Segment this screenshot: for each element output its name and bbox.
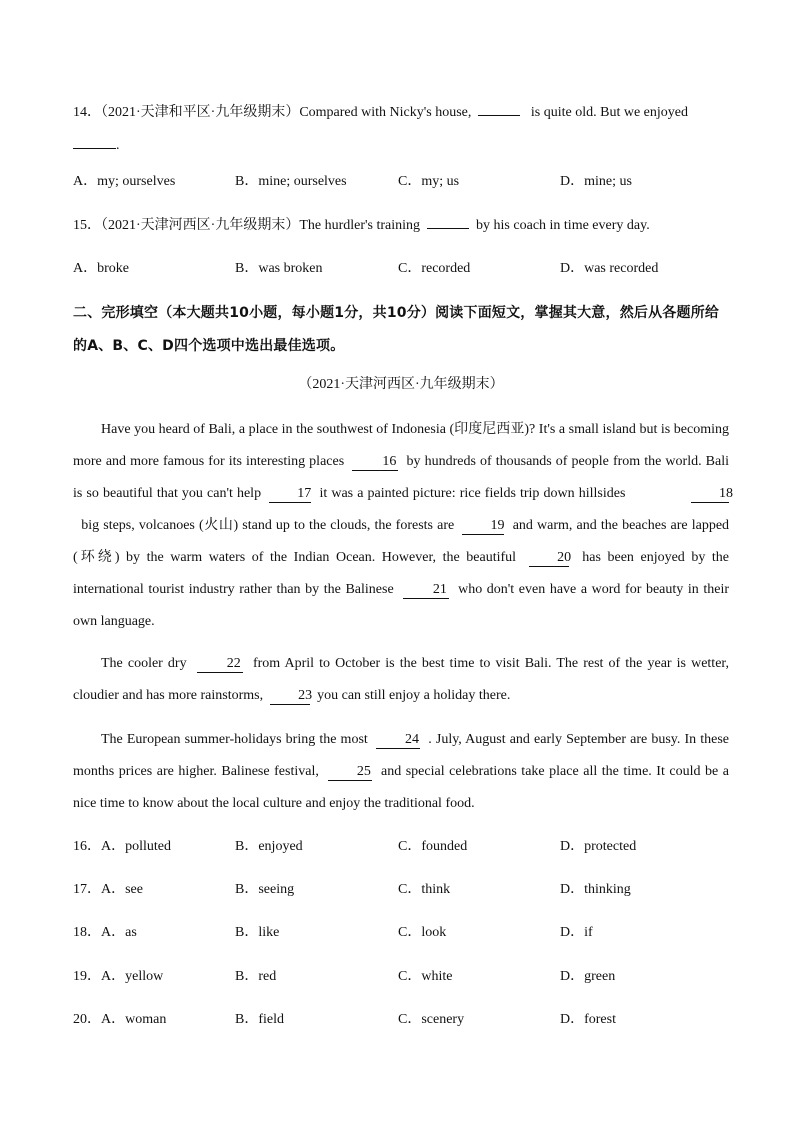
option-b[interactable]: B．like	[235, 925, 280, 940]
question-text: The hurdler's training	[299, 218, 421, 233]
option-d[interactable]: D．was recorded	[560, 261, 659, 276]
question-number: 17．	[73, 882, 101, 897]
option-b[interactable]: B．seeing	[235, 882, 295, 897]
option-a-text: A．polluted	[101, 839, 171, 854]
passage-text: has been enjoyed by the international tourist industry rather than by the Balinese	[73, 550, 730, 597]
option-c[interactable]: C．white	[398, 969, 453, 984]
question-text: .	[116, 138, 120, 153]
blank-25: 25	[328, 764, 372, 781]
option-a-text: A．yellow	[101, 969, 164, 984]
option-a[interactable]	[73, 879, 143, 901]
question-number: 14．	[73, 105, 101, 120]
option-c[interactable]: C．my; us	[398, 174, 460, 189]
section-heading-line: 的A、B、C、D四个选项中选出最佳选项。	[73, 338, 345, 354]
blank-19: 19	[462, 518, 504, 535]
question-17	[73, 879, 733, 901]
passage-text: by hundreds of thousands of people from the world. Bali is so beautiful that you can't help	[73, 454, 730, 501]
question-19	[73, 966, 733, 988]
passage-text: The European summer-holidays bring the most	[101, 732, 368, 747]
option-a[interactable]	[73, 922, 137, 944]
passage-paragraph-2	[73, 648, 729, 712]
answer-blank	[73, 134, 116, 149]
option-d[interactable]: D．if	[560, 925, 593, 940]
option-c[interactable]: C．think	[398, 882, 451, 897]
option-d[interactable]: D．mine; us	[560, 174, 632, 189]
section-heading-line: 二、完形填空（本大题共10小题，每小题1分，共10分）阅读下面短文，掌握其大意，然后从各题所给	[73, 305, 720, 321]
passage-text: you can still enjoy a holiday there.	[317, 688, 511, 703]
passage-text: big steps, volcanoes (火山) stand up to the clouds, the forests are	[81, 518, 455, 533]
passage-paragraph-1	[73, 414, 734, 638]
question-14-options	[73, 171, 733, 193]
blank-23: 23	[270, 688, 310, 705]
passage-paragraph-3	[73, 724, 729, 820]
option-a[interactable]	[73, 966, 163, 988]
question-number: 16．	[73, 839, 101, 854]
blank-24: 24	[376, 732, 420, 749]
option-c[interactable]: C．scenery	[398, 1012, 465, 1027]
blank-22: 22	[197, 656, 243, 673]
question-number: 15．	[73, 218, 101, 233]
option-a[interactable]: A．broke	[73, 261, 129, 276]
answer-blank	[478, 101, 520, 116]
question-16	[73, 836, 733, 858]
option-b[interactable]: B．was broken	[235, 261, 323, 276]
option-a[interactable]	[73, 1009, 166, 1031]
blank-21: 21	[403, 582, 449, 599]
option-b[interactable]: B．enjoyed	[235, 839, 303, 854]
option-d[interactable]: D．protected	[560, 839, 637, 854]
question-text: is quite old. But we enjoyed	[530, 105, 688, 120]
answer-blank	[427, 214, 469, 229]
blank-16: 16	[352, 454, 398, 471]
section-heading	[73, 297, 729, 363]
blank-17: 17	[269, 486, 311, 503]
option-a-text: A．woman	[101, 1012, 167, 1027]
passage-text: and special celebrations take place all the time. It could be a nice time to know about the local culture and enjoy the traditional food.	[73, 764, 729, 811]
question-15-options	[73, 258, 733, 280]
question-number: 19．	[73, 969, 101, 984]
passage-text: it was a painted picture: rice fields trip down hillsides	[319, 486, 626, 501]
passage-text: and warm, and the beaches are lapped (环绕) by the warm waters of the Indian Ocean. However, the beautiful	[73, 518, 730, 565]
passage-text: from April to October is the best time to visit Bali. The rest of the year is wetter, cloudier and has more rainstorms,	[73, 656, 730, 703]
question-text: Compared with Nicky's house,	[299, 105, 472, 120]
option-a[interactable]	[73, 836, 171, 858]
option-b[interactable]: B．red	[235, 969, 277, 984]
question-20	[73, 1009, 733, 1031]
option-c[interactable]: C．founded	[398, 839, 468, 854]
option-b[interactable]: B．field	[235, 1012, 284, 1027]
blank-20: 20	[529, 550, 569, 567]
option-c[interactable]: C．look	[398, 925, 447, 940]
option-c[interactable]: C．recorded	[398, 261, 471, 276]
question-source: （2021·天津河西区·九年级期末）	[101, 218, 300, 233]
passage-source: （2021·天津河西区·九年级期末）	[298, 377, 504, 392]
blank-18: 18	[691, 486, 729, 503]
question-number: 20．	[73, 1012, 101, 1027]
passage-text: The cooler dry	[101, 656, 187, 671]
question-text: by his coach in time every day.	[476, 218, 650, 233]
option-a[interactable]: A．my; ourselves	[73, 174, 176, 189]
question-18	[73, 922, 733, 944]
option-b[interactable]: B．mine; ourselves	[235, 174, 347, 189]
passage-text: . July, August and early September are busy. In these months prices are higher. Balinese festival,	[73, 732, 730, 779]
passage-text: Have you heard of Bali, a place in the southwest of Indonesia (印度尼西亚)? It's a small island but is becoming more and more famous for its interesting places	[73, 422, 729, 469]
option-a-text: A．as	[101, 925, 137, 940]
question-number: 18．	[73, 925, 101, 940]
question-15-stem	[73, 214, 729, 237]
option-d[interactable]: D．forest	[560, 1012, 616, 1027]
option-d[interactable]: D．thinking	[560, 882, 631, 897]
question-14-stem	[73, 96, 729, 162]
option-a-text: A．see	[101, 882, 143, 897]
question-source: （2021·天津和平区·九年级期末）	[101, 105, 300, 120]
option-d[interactable]: D．green	[560, 969, 616, 984]
passage-text: who don't even have a word for beauty in their own language.	[73, 582, 730, 629]
